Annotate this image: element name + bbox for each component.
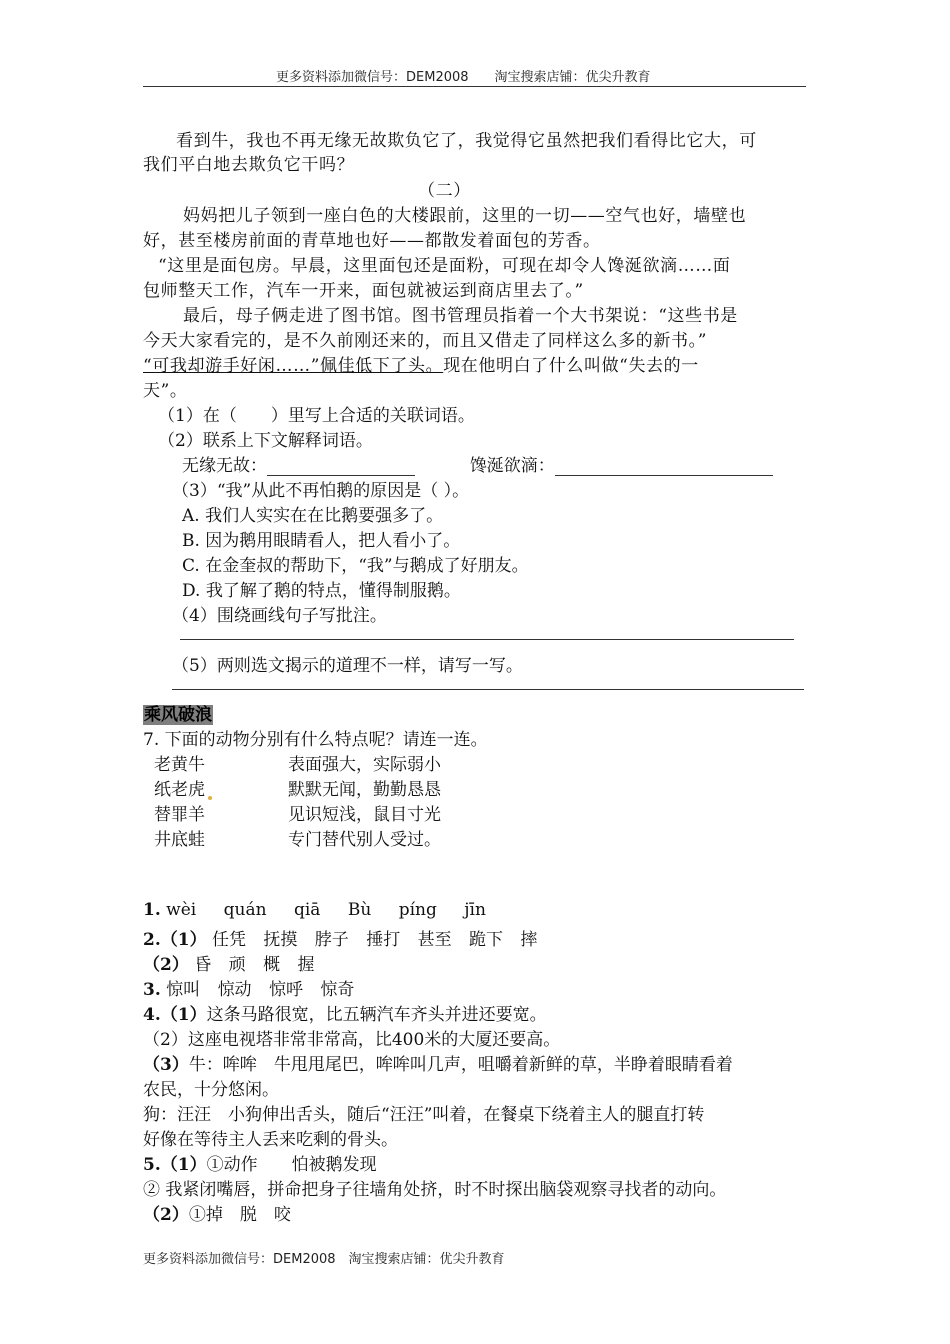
passage1-line1: 看到牛，我也不再无缘无故欺负它了，我觉得它虽然把我们看得比它大，可 bbox=[176, 131, 757, 151]
question-5: （5）两则选文揭示的道理不一样，请写一写。 bbox=[172, 656, 523, 676]
header-rule bbox=[143, 86, 806, 87]
answer-4-3-line2: 农民，十分悠闲。 bbox=[143, 1080, 279, 1100]
answer-4-2: （2）这座电视塔非常非常高，比400米的大厦还要高。 bbox=[143, 1030, 561, 1050]
animal-left-2[interactable]: 纸老虎 bbox=[154, 775, 212, 800]
passage1-line2: 我们平白地去欺负它干吗？ bbox=[143, 155, 355, 175]
passage2-p1-line2: 好，甚至楼房前面的青草地也好——都散发着面包的芳香。 bbox=[143, 231, 601, 251]
passage2-p4-rest: 现在他明白了什么叫做“失去的一 bbox=[443, 356, 699, 376]
passage2-p3-line1: 最后，母子俩走进了图书馆。图书管理员指着一个大书架说：“这些书是 bbox=[183, 306, 738, 326]
answer-1: 1. wèi quán qiā Bù píng jīn bbox=[143, 900, 486, 920]
answer-4-dog-line2: 好像在等待主人丢来吃剩的骨头。 bbox=[143, 1130, 398, 1150]
passage2-p1-line1: 妈妈把儿子领到一座白色的大楼跟前，这里的一切——空气也好，墙壁也 bbox=[183, 206, 747, 226]
section-title-text: 乘风破浪 bbox=[144, 705, 212, 725]
animal-left-3[interactable]: 替罪羊 bbox=[154, 805, 205, 825]
question-7: 7. 下面的动物分别有什么特点呢？请连一连。 bbox=[143, 730, 488, 750]
answer-2-2: （2） 昏 顽 概 握 bbox=[143, 955, 315, 975]
passage2-p2-line1: “这里是面包房。早晨，这里面包还是面粉，可现在却令人馋涎欲滴……面 bbox=[158, 256, 731, 276]
trait-right-1[interactable]: 表面强大，实际弱小 bbox=[288, 755, 441, 775]
question-3: （3）“我”从此不再怕鹅的原因是（ ）。 bbox=[172, 481, 470, 501]
question-1: （1）在（ ）里写上合适的关联词语。 bbox=[158, 406, 475, 426]
section-title bbox=[143, 700, 213, 725]
question-2-terms bbox=[182, 451, 773, 476]
animal-left-1[interactable]: 老黄牛 bbox=[154, 755, 205, 775]
page-header: 更多资料添加微信号：DEM2008 淘宝搜索店铺：优尖升教育 bbox=[276, 70, 651, 85]
term-chanxianyudi: 馋涎欲滴： bbox=[469, 456, 555, 476]
trait-right-2[interactable]: 默默无闻，勤勤恳恳 bbox=[288, 780, 441, 800]
option-d: D. 我了解了鹅的特点，懂得制服鹅。 bbox=[182, 581, 461, 601]
question-4: （4）围绕画线句子写批注。 bbox=[172, 606, 387, 626]
trait-right-3[interactable]: 见识短浅，鼠目寸光 bbox=[288, 805, 441, 825]
option-a: A. 我们人实实在在比鹅要强多了。 bbox=[182, 506, 444, 526]
passage2-p4-line1 bbox=[143, 351, 699, 376]
answer-line-q4[interactable] bbox=[180, 639, 794, 640]
option-c: C. 在金奎叔的帮助下，“我”与鹅成了好朋友。 bbox=[182, 556, 529, 576]
passage2-p4-line2: 天”。 bbox=[143, 381, 188, 401]
passage2-heading: （二） bbox=[418, 181, 471, 201]
passage2-p3-line2: 今天大家看完的，是不久前刚还来的，而且又借走了同样这么多的新书。” bbox=[143, 331, 707, 351]
answer-blank-2[interactable] bbox=[555, 457, 773, 476]
underlined-sentence: “可我却游手好闲……”佩佳低下了头。 bbox=[143, 356, 444, 376]
answer-5-2: （2）①掉 脱 咬 bbox=[143, 1205, 291, 1225]
answer-3: 3. 惊叫 惊动 惊呼 惊奇 bbox=[143, 980, 355, 1000]
answer-4-3-line1: （3）牛：哞哞 牛甩甩尾巴，哞哞叫几声，咀嚼着新鲜的草，半睁着眼睛看着 bbox=[143, 1055, 733, 1075]
question-2: （2）联系上下文解释词语。 bbox=[158, 431, 373, 451]
term-wuyuanwugu: 无缘无故： bbox=[182, 456, 267, 476]
answer-5-1: 5.（1）①动作 怕被鹅发现 bbox=[143, 1155, 377, 1175]
answer-2-1: 2.（1） 任凭 抚摸 脖子 捶打 甚至 跪下 摔 bbox=[143, 930, 538, 950]
option-b: B. 因为鹅用眼睛看人，把人看小了。 bbox=[182, 531, 461, 551]
page-footer: 更多资料添加微信号：DEM2008 淘宝搜索店铺：优尖升教育 bbox=[143, 1252, 505, 1267]
passage2-p2-line2: 包师整天工作，汽车一开来，面包就被运到商店里去了。” bbox=[143, 281, 584, 301]
answer-4-1: 4.（1）这条马路很宽，比五辆汽车齐头并进还要宽。 bbox=[143, 1005, 547, 1025]
animal-left-4[interactable]: 井底蛙 bbox=[154, 830, 205, 850]
answer-4-dog-line1: 狗：汪汪 小狗伸出舌头，随后“汪汪”叫着，在餐桌下绕着主人的腿直打转 bbox=[143, 1105, 705, 1125]
trait-right-4[interactable]: 专门替代别人受过。 bbox=[288, 830, 441, 850]
answer-line-q5[interactable] bbox=[172, 689, 804, 690]
answer-blank-1[interactable] bbox=[267, 457, 415, 476]
answer-5-1b: ② 我紧闭嘴唇，拼命把身子往墙角处挤，时不时探出脑袋观察寻找者的动向。 bbox=[143, 1180, 727, 1200]
